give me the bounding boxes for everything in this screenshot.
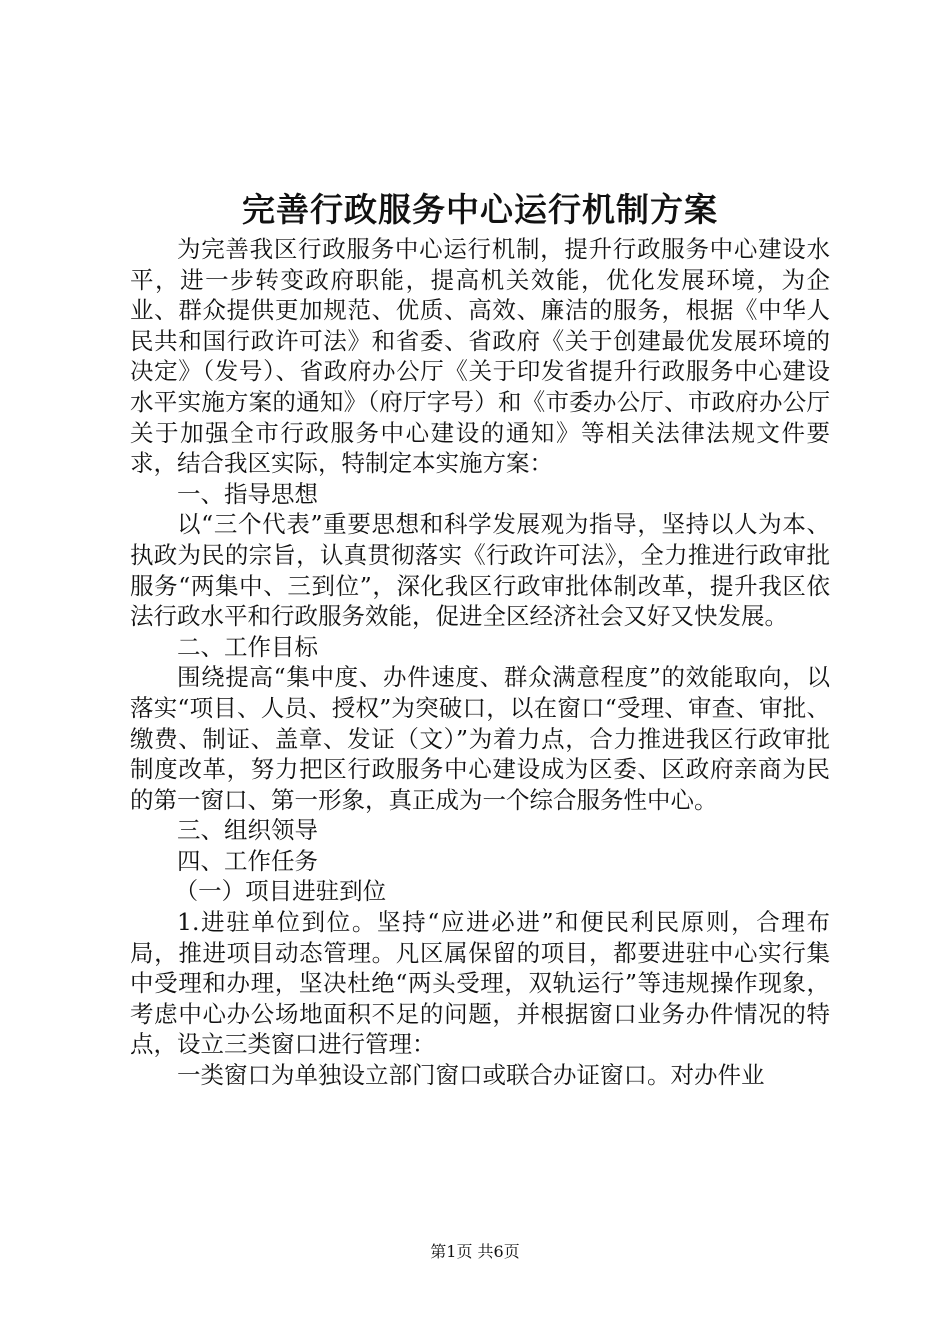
section-heading-work-tasks: 四、工作任务 xyxy=(177,846,318,875)
section-heading-organization: 三、组织领导 xyxy=(177,816,318,845)
document-body xyxy=(130,234,830,1091)
intro-paragraph: 为完善我区行政服务中心运行机制，提升行政服务中心建设水平，进一步转变政府职能，提高机关效能，优化发展环境，为企业、群众提供更加规范、优质、高效、廉洁的服务，根据《中华人民共和国行政许可法》和省委、省政府《关于创建最优发展环境的决定》（发号）、省政府办公厅《关于印发省提升行政服务中心建设水平实施方案的通知》（府厅字号）和《市委办公厅、市政府办公厅关于加强全市行政服务中心建设的通知》等相关法律法规文件要求，结合我区实际，特制定本实施方案： xyxy=(130,235,830,478)
work-goals-paragraph: 围绕提高“集中度、办件速度、群众满意程度”的效能取向，以落实“项目、人员、授权”为突破口，以在窗口“受理、审查、审批、缴费、制证、盖章、发证（文）”为着力点，合力推进我区行政审批制度改革，努力把区行政服务中心建设成为区委、区政府亲商为民的第一窗口、第一形象，真正成为一个综合服务性中心。 xyxy=(130,663,830,814)
item-entry-units-paragraph: 1.进驻单位到位。坚持“应进必进”和便民利民原则，合理布局，推进项目动态管理。凡区属保留的项目，都要进驻中心实行集中受理和办理，坚决杜绝“两头受理，双轨运行”等违规操作现象，考虑中心办公场地面积不足的问题，并根据窗口业务办件情况的特点，设立三类窗口进行管理： xyxy=(130,908,830,1059)
document-title: 完善行政服务中心运行机制方案 xyxy=(242,190,718,229)
section-heading-guiding-thought: 一、指导思想 xyxy=(177,479,318,508)
subsection-heading-project-entry: （一）项目进驻到位 xyxy=(174,877,387,906)
page-footer: 第1页 共6页 xyxy=(430,1242,520,1261)
section-heading-work-goals: 二、工作目标 xyxy=(177,632,318,661)
guiding-thought-paragraph: 以“三个代表”重要思想和科学发展观为指导，坚持以人为本、执政为民的宗旨，认真贯彻落实《行政许可法》，全力推进行政审批服务“两集中、三到位”，深化我区行政审批体制改革，提升我区依法行政水平和行政服务效能，促进全区经济社会又好又快发展。 xyxy=(130,510,830,631)
class-one-window-paragraph: 一类窗口为单独设立部门窗口或联合办证窗口。对办件业 xyxy=(177,1061,765,1090)
